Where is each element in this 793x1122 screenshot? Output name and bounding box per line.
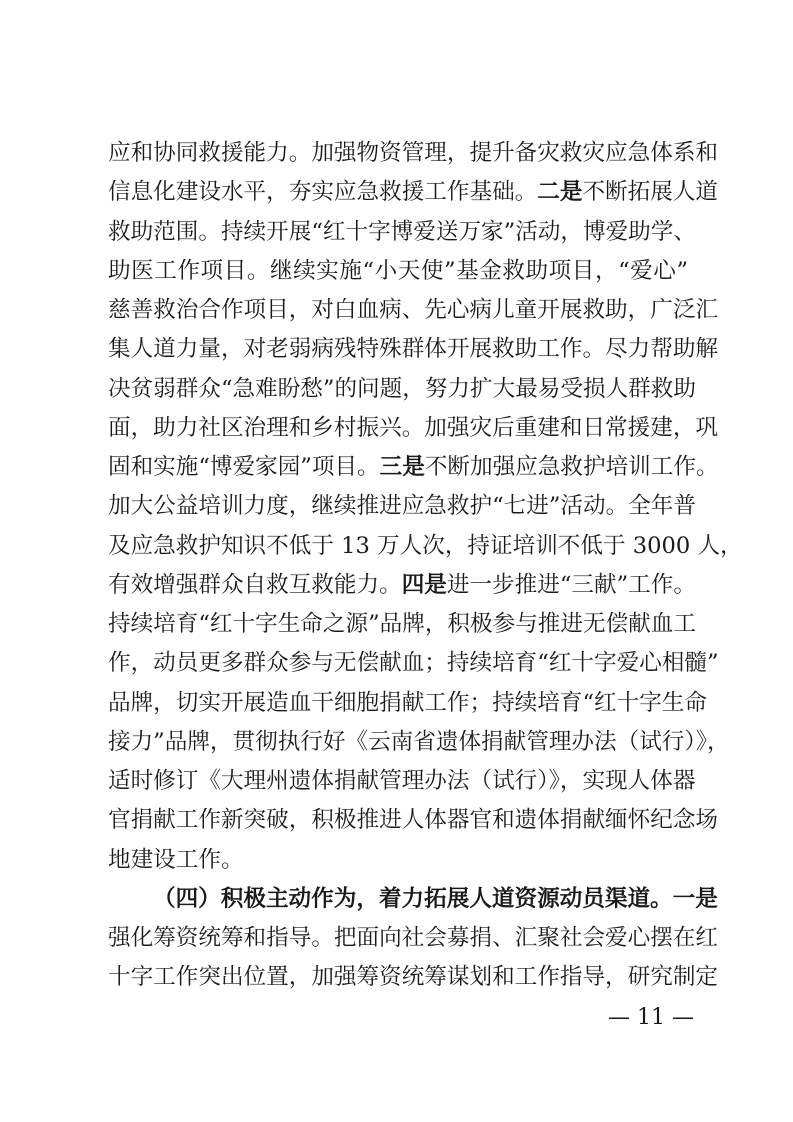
text-line — [108, 723, 730, 762]
text-line — [108, 252, 688, 291]
text-line — [108, 409, 719, 448]
text-line — [108, 370, 696, 409]
text-line — [108, 644, 719, 683]
text-line — [108, 448, 719, 487]
text-segment: 品牌，切实开展造血干细胞捐献工作；持续培育“红十字生命 — [108, 689, 707, 716]
text-segment: 地建设工作。 — [108, 846, 244, 873]
text-segment: 应和协同救援能力。加强物资管理，提升备灾救灾应急体系和 — [108, 140, 719, 166]
text-segment: 接力”品牌，贯彻执行好《云南省遗体捐献管理办法（试行）》， — [108, 728, 730, 755]
text-line — [108, 880, 718, 919]
text-line — [108, 919, 719, 958]
text-line — [108, 527, 743, 566]
text-segment: 官捐献工作新突破，积极推进人体器官和遗体捐献缅怀纪念场 — [108, 807, 719, 834]
bold-text-segment: 四是 — [401, 571, 447, 598]
text-segment: 适时修订《大理州遗体捐献管理办法（试行）》，实现人体器 — [108, 768, 696, 794]
text-segment: 集人道力量，对老弱病残特殊群体开展救助工作。尽力帮助解 — [108, 336, 719, 363]
text-segment: 救助范围。持续开展“红十字博爱送万家”活动，博爱助学、 — [108, 218, 696, 245]
text-segment: 进一步推进“三献”工作。 — [446, 571, 696, 598]
text-segment: 助医工作项目。继续实施“小天使”基金救助项目，“爱心” — [108, 257, 688, 284]
text-line — [108, 173, 719, 212]
text-segment: 及应急救护知识不低于 13 万人次，持证培训不低于 3000 人， — [108, 532, 743, 559]
text-segment: 固和实施“博爱家园”项目。 — [108, 454, 380, 480]
bold-text-segment: 三是 — [379, 454, 425, 480]
text-line — [108, 330, 719, 369]
text-line — [108, 487, 696, 526]
bold-text-segment: 一是 — [672, 885, 718, 912]
bold-text-segment: 二是 — [537, 179, 583, 206]
text-segment: 十字工作突出位置，加强筹资统筹谋划和工作指导，研究制定 — [108, 964, 719, 991]
text-segment: 持续培育“红十字生命之源”品牌，积极参与推进无偿献血工 — [108, 611, 696, 637]
text-segment: 面，助力社区治理和乡村振兴。加强灾后重建和日常援建，巩 — [108, 414, 719, 441]
text-segment: 有效增强群众自救互救能力。 — [108, 571, 402, 598]
text-segment: 加大公益培训力度，继续推进应急救护“七进”活动。全年普 — [108, 493, 696, 520]
text-line — [108, 213, 696, 252]
page-number: — 11 — — [608, 1005, 694, 1030]
text-line — [108, 684, 707, 723]
text-segment: 不断加强应急救护培训工作。 — [424, 454, 719, 480]
text-line — [108, 566, 696, 605]
text-segment: 强化筹资统筹和指导。把面向社会募捐、汇聚社会爱心摆在红 — [108, 925, 719, 951]
text-line — [108, 291, 719, 330]
text-line — [108, 841, 688, 880]
text-line — [108, 605, 696, 644]
bold-text-segment: （四）积极主动作为，着力拓展人道资源动员渠道。 — [153, 885, 673, 912]
text-segment: 决贫弱群众“急难盼愁”的问题，努力扩大最易受损人群救助 — [108, 375, 696, 402]
document-body — [108, 134, 743, 998]
text-line — [108, 762, 696, 801]
text-segment: 慈善救治合作项目，对白血病、先心病儿童开展救助，广泛汇 — [108, 297, 719, 323]
text-line — [108, 134, 719, 173]
text-line — [108, 958, 719, 997]
text-segment: 作，动员更多群众参与无偿献血；持续培育“红十字爱心相髓” — [108, 650, 719, 677]
text-line — [108, 801, 719, 840]
text-segment: 不断拓展人道 — [582, 179, 719, 206]
text-segment: 信息化建设水平，夯实应急救援工作基础。 — [108, 179, 538, 206]
